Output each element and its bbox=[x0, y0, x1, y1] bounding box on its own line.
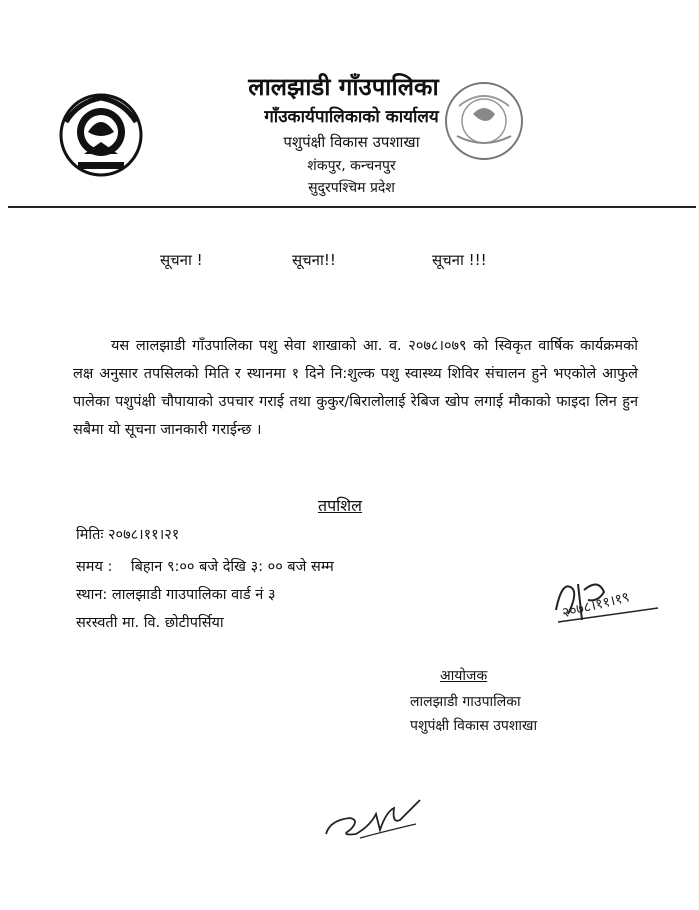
notice-heading-2: सूचना!! bbox=[292, 251, 336, 269]
event-location: स्थान: लालझाडी गाउपालिका वार्ड नं ३ bbox=[76, 587, 276, 603]
notice-heading-3: सूचना !!! bbox=[432, 251, 487, 269]
organizer-unit: पशुपंक्षी विकास उपशाखा bbox=[410, 718, 538, 734]
header-divider bbox=[8, 206, 696, 208]
branch-name: पशुपंक्षी विकास उपशाखा bbox=[283, 133, 420, 151]
office-location: शंकपुर, कन्चनपुर bbox=[307, 158, 396, 174]
bottom-signature bbox=[320, 790, 430, 846]
organizer-name: लालझाडी गाउपालिका bbox=[410, 694, 521, 710]
municipality-title: लालझाडी गाँउपालिका bbox=[248, 73, 439, 101]
signature-date: २०७८।११।१९ bbox=[560, 589, 632, 622]
office-name: गाँउकार्यपालिकाको कार्यालय bbox=[264, 107, 439, 127]
event-date: मितिः २०७८।११।२१ bbox=[76, 527, 180, 543]
notice-body: यस लालझाडी गाँउपालिका पशु सेवा शाखाको आ. व. २०७८।०७९ को स्विकृत वार्षिक कार्यक्रमको लक्ष अनुसार तपसिलको मिति र स्थानमा १ दिने नि:शुल्क पशु स्वास्थ्य शिविर संचालन हुने भएकोले आफुले पालेका पशुपंक्षी चौपायाको उपचार गराई तथा कुकुर/बिरालोलाई रेबिज खोप लगाई मौकाको फाइदा लिन हुन सबैमा यो सूचना जानकारी गराईन्छ । bbox=[73, 338, 638, 438]
province-name: सुदुरपश्चिम प्रदेश bbox=[308, 180, 395, 196]
event-time: समय : बिहान ९:०० बजे देखि ३: ०० बजे सम्म bbox=[76, 559, 334, 575]
notice-heading-1: सूचना ! bbox=[160, 251, 203, 269]
event-venue: सरस्वती मा. वि. छोटीपर्सिया bbox=[76, 615, 224, 631]
details-heading: तपशिल bbox=[317, 496, 363, 515]
organizer-label: आयोजक bbox=[440, 668, 488, 684]
